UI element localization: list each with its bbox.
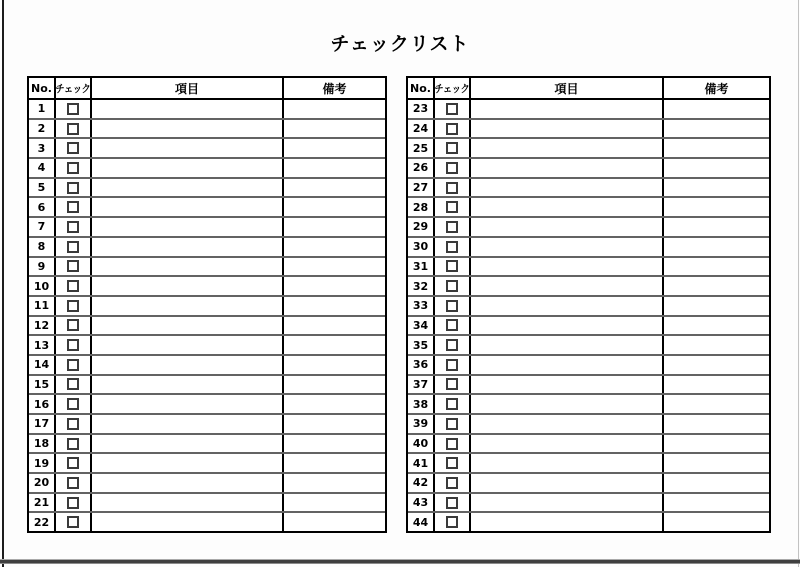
page-left-edge-line bbox=[2, 0, 4, 567]
checkbox[interactable] bbox=[446, 201, 458, 213]
item-cell[interactable] bbox=[92, 376, 284, 394]
remarks-cell[interactable] bbox=[284, 258, 385, 276]
row-number: 35 bbox=[408, 336, 435, 354]
item-cell[interactable] bbox=[92, 454, 284, 472]
header-check-label: チェック bbox=[435, 82, 470, 95]
remarks-cell[interactable] bbox=[284, 454, 385, 472]
checkbox[interactable] bbox=[67, 162, 79, 174]
table-row bbox=[408, 157, 769, 177]
row-number: 11 bbox=[29, 297, 56, 315]
item-cell[interactable] bbox=[92, 435, 284, 453]
checkbox[interactable] bbox=[446, 339, 458, 351]
table-row bbox=[29, 137, 385, 157]
item-cell[interactable] bbox=[92, 258, 284, 276]
item-cell[interactable] bbox=[471, 218, 664, 236]
table-row bbox=[408, 137, 769, 157]
header-remarks: 備考 bbox=[704, 81, 729, 96]
checkbox[interactable] bbox=[67, 241, 79, 253]
row-number: 34 bbox=[408, 317, 435, 335]
check-cell[interactable] bbox=[56, 100, 92, 118]
table-row bbox=[408, 472, 769, 492]
check-cell[interactable] bbox=[56, 454, 92, 472]
header-no: No. bbox=[408, 78, 435, 98]
item-cell[interactable] bbox=[471, 297, 664, 315]
row-number: 29 bbox=[408, 218, 435, 236]
remarks-cell[interactable] bbox=[664, 474, 769, 492]
table-row bbox=[408, 118, 769, 138]
check-cell[interactable] bbox=[435, 376, 471, 394]
item-cell[interactable] bbox=[471, 494, 664, 512]
table-header bbox=[408, 78, 769, 100]
checkbox[interactable] bbox=[446, 319, 458, 331]
checkbox[interactable] bbox=[67, 260, 79, 272]
item-cell[interactable] bbox=[471, 139, 664, 157]
checkbox[interactable] bbox=[446, 418, 458, 430]
check-cell[interactable] bbox=[56, 297, 92, 315]
item-cell[interactable] bbox=[471, 376, 664, 394]
check-cell[interactable] bbox=[435, 100, 471, 118]
remarks-cell[interactable] bbox=[664, 100, 769, 118]
item-cell[interactable] bbox=[92, 297, 284, 315]
checkbox[interactable] bbox=[67, 339, 79, 351]
row-number: 1 bbox=[29, 100, 56, 118]
checkbox[interactable] bbox=[446, 142, 458, 154]
item-cell[interactable] bbox=[92, 415, 284, 433]
check-cell[interactable] bbox=[435, 336, 471, 354]
item-cell[interactable] bbox=[471, 198, 664, 216]
item-cell[interactable] bbox=[92, 474, 284, 492]
table-row bbox=[408, 256, 769, 276]
row-number: 19 bbox=[29, 454, 56, 472]
row-number: 28 bbox=[408, 198, 435, 216]
checkbox[interactable] bbox=[67, 438, 79, 450]
item-cell[interactable] bbox=[92, 395, 284, 413]
check-cell[interactable] bbox=[56, 120, 92, 138]
row-number: 42 bbox=[408, 474, 435, 492]
remarks-cell[interactable] bbox=[664, 415, 769, 433]
checkbox[interactable] bbox=[446, 398, 458, 410]
table-row bbox=[29, 354, 385, 374]
table-row bbox=[29, 334, 385, 354]
row-number: 18 bbox=[29, 435, 56, 453]
check-cell[interactable] bbox=[56, 218, 92, 236]
check-cell[interactable] bbox=[56, 494, 92, 512]
item-cell[interactable] bbox=[92, 218, 284, 236]
remarks-cell[interactable] bbox=[284, 474, 385, 492]
checkbox[interactable] bbox=[446, 300, 458, 312]
row-number: 36 bbox=[408, 356, 435, 374]
check-cell[interactable] bbox=[435, 120, 471, 138]
item-cell[interactable] bbox=[471, 317, 664, 335]
remarks-cell[interactable] bbox=[664, 277, 769, 295]
remarks-cell[interactable] bbox=[664, 258, 769, 276]
page-title: チェックリスト bbox=[330, 33, 470, 55]
table-row bbox=[408, 452, 769, 472]
remarks-cell[interactable] bbox=[284, 395, 385, 413]
table-row bbox=[408, 196, 769, 216]
header-check-label: チェック bbox=[56, 82, 91, 95]
remarks-cell[interactable] bbox=[664, 139, 769, 157]
item-cell[interactable] bbox=[471, 258, 664, 276]
checkbox[interactable] bbox=[67, 201, 79, 213]
checkbox[interactable] bbox=[67, 398, 79, 410]
item-cell[interactable] bbox=[92, 139, 284, 157]
table-row bbox=[408, 354, 769, 374]
table-row bbox=[408, 315, 769, 335]
row-number: 4 bbox=[29, 159, 56, 177]
remarks-cell[interactable] bbox=[284, 238, 385, 256]
remarks-cell[interactable] bbox=[664, 317, 769, 335]
check-cell[interactable] bbox=[435, 395, 471, 413]
checkbox[interactable] bbox=[67, 142, 79, 154]
row-number: 7 bbox=[29, 218, 56, 236]
row-number: 43 bbox=[408, 494, 435, 512]
remarks-cell[interactable] bbox=[664, 120, 769, 138]
item-cell[interactable] bbox=[92, 198, 284, 216]
remarks-cell[interactable] bbox=[284, 179, 385, 197]
check-cell[interactable] bbox=[56, 317, 92, 335]
check-cell[interactable] bbox=[435, 159, 471, 177]
check-cell[interactable] bbox=[56, 159, 92, 177]
remarks-cell[interactable] bbox=[284, 139, 385, 157]
row-number: 41 bbox=[408, 454, 435, 472]
row-number: 38 bbox=[408, 395, 435, 413]
check-cell[interactable] bbox=[56, 139, 92, 157]
item-cell[interactable] bbox=[471, 454, 664, 472]
item-cell[interactable] bbox=[471, 179, 664, 197]
checkbox[interactable] bbox=[446, 497, 458, 509]
table-row bbox=[29, 393, 385, 413]
check-cell[interactable] bbox=[56, 415, 92, 433]
remarks-cell[interactable] bbox=[284, 376, 385, 394]
check-cell[interactable] bbox=[435, 317, 471, 335]
table-row bbox=[29, 511, 385, 531]
checkbox[interactable] bbox=[67, 477, 79, 489]
item-cell[interactable] bbox=[471, 238, 664, 256]
checkbox[interactable] bbox=[446, 260, 458, 272]
check-cell[interactable] bbox=[435, 513, 471, 531]
check-cell[interactable] bbox=[56, 513, 92, 531]
checkbox[interactable] bbox=[67, 221, 79, 233]
checkbox[interactable] bbox=[446, 280, 458, 292]
remarks-cell[interactable] bbox=[664, 159, 769, 177]
row-number: 25 bbox=[408, 139, 435, 157]
remarks-cell[interactable] bbox=[664, 376, 769, 394]
remarks-cell[interactable] bbox=[664, 336, 769, 354]
table-header bbox=[29, 78, 385, 100]
checkbox[interactable] bbox=[67, 280, 79, 292]
remarks-cell[interactable] bbox=[284, 435, 385, 453]
row-number: 30 bbox=[408, 238, 435, 256]
check-cell[interactable] bbox=[56, 356, 92, 374]
table-row bbox=[29, 433, 385, 453]
check-cell[interactable] bbox=[56, 198, 92, 216]
header-no: No. bbox=[29, 78, 56, 98]
checkbox[interactable] bbox=[446, 477, 458, 489]
table-row bbox=[408, 177, 769, 197]
row-number: 21 bbox=[29, 494, 56, 512]
row-number: 20 bbox=[29, 474, 56, 492]
table-row bbox=[408, 295, 769, 315]
check-cell[interactable] bbox=[56, 376, 92, 394]
table-row bbox=[29, 295, 385, 315]
check-cell[interactable] bbox=[56, 179, 92, 197]
remarks-cell[interactable] bbox=[284, 120, 385, 138]
check-cell[interactable] bbox=[435, 238, 471, 256]
header-item: 項目 bbox=[471, 78, 664, 98]
item-cell[interactable] bbox=[471, 100, 664, 118]
row-number: 39 bbox=[408, 415, 435, 433]
remarks-cell[interactable] bbox=[664, 297, 769, 315]
item-cell[interactable] bbox=[92, 356, 284, 374]
table-row bbox=[29, 374, 385, 394]
table-row bbox=[408, 433, 769, 453]
table-row bbox=[408, 100, 769, 118]
row-number: 12 bbox=[29, 317, 56, 335]
row-number: 9 bbox=[29, 258, 56, 276]
row-number: 17 bbox=[29, 415, 56, 433]
remarks-cell[interactable] bbox=[664, 238, 769, 256]
remarks-cell[interactable] bbox=[664, 435, 769, 453]
check-cell[interactable] bbox=[56, 258, 92, 276]
row-number: 13 bbox=[29, 336, 56, 354]
checkbox[interactable] bbox=[446, 103, 458, 115]
page-right-edge-line bbox=[798, 0, 799, 567]
table-row bbox=[29, 100, 385, 118]
table-row bbox=[408, 393, 769, 413]
row-number: 26 bbox=[408, 159, 435, 177]
checkbox[interactable] bbox=[446, 241, 458, 253]
item-cell[interactable] bbox=[471, 415, 664, 433]
row-number: 40 bbox=[408, 435, 435, 453]
check-cell[interactable] bbox=[435, 435, 471, 453]
remarks-cell[interactable] bbox=[284, 198, 385, 216]
table-body bbox=[408, 100, 769, 531]
check-cell[interactable] bbox=[435, 139, 471, 157]
remarks-cell[interactable] bbox=[284, 218, 385, 236]
remarks-cell[interactable] bbox=[284, 159, 385, 177]
table-row bbox=[29, 118, 385, 138]
checkbox[interactable] bbox=[67, 516, 79, 528]
remarks-cell[interactable] bbox=[664, 356, 769, 374]
check-cell[interactable] bbox=[435, 277, 471, 295]
remarks-cell[interactable] bbox=[664, 494, 769, 512]
remarks-cell[interactable] bbox=[284, 336, 385, 354]
remarks-cell[interactable] bbox=[664, 198, 769, 216]
item-cell[interactable] bbox=[92, 120, 284, 138]
table-row bbox=[29, 492, 385, 512]
row-number: 8 bbox=[29, 238, 56, 256]
item-cell[interactable] bbox=[92, 494, 284, 512]
table-row bbox=[29, 216, 385, 236]
checklist-table-right bbox=[406, 76, 771, 533]
checkbox[interactable] bbox=[446, 359, 458, 371]
check-cell[interactable] bbox=[435, 297, 471, 315]
table-body bbox=[29, 100, 385, 531]
remarks-cell[interactable] bbox=[284, 415, 385, 433]
check-cell[interactable] bbox=[56, 238, 92, 256]
item-cell[interactable] bbox=[92, 179, 284, 197]
table-row bbox=[29, 275, 385, 295]
remarks-cell[interactable] bbox=[664, 513, 769, 531]
check-cell[interactable] bbox=[435, 179, 471, 197]
row-number: 14 bbox=[29, 356, 56, 374]
check-cell[interactable] bbox=[435, 258, 471, 276]
checkbox[interactable] bbox=[67, 103, 79, 115]
row-number: 24 bbox=[408, 120, 435, 138]
item-cell[interactable] bbox=[471, 159, 664, 177]
item-cell[interactable] bbox=[471, 513, 664, 531]
check-cell[interactable] bbox=[56, 435, 92, 453]
item-cell[interactable] bbox=[471, 356, 664, 374]
table-row bbox=[29, 256, 385, 276]
check-cell[interactable] bbox=[56, 277, 92, 295]
checkbox[interactable] bbox=[67, 497, 79, 509]
item-cell[interactable] bbox=[92, 100, 284, 118]
remarks-cell[interactable] bbox=[284, 277, 385, 295]
checkbox[interactable] bbox=[67, 182, 79, 194]
item-cell[interactable] bbox=[92, 159, 284, 177]
item-cell[interactable] bbox=[92, 336, 284, 354]
header-check bbox=[56, 78, 92, 98]
checkbox[interactable] bbox=[67, 319, 79, 331]
remarks-cell[interactable] bbox=[284, 317, 385, 335]
check-cell[interactable] bbox=[56, 395, 92, 413]
check-cell[interactable] bbox=[435, 454, 471, 472]
table-row bbox=[408, 334, 769, 354]
checklist-table-left bbox=[27, 76, 387, 533]
checkbox[interactable] bbox=[67, 359, 79, 371]
table-row bbox=[29, 472, 385, 492]
table-row bbox=[408, 413, 769, 433]
checkbox[interactable] bbox=[446, 123, 458, 135]
check-cell[interactable] bbox=[435, 356, 471, 374]
row-number: 10 bbox=[29, 277, 56, 295]
row-number: 16 bbox=[29, 395, 56, 413]
table-row bbox=[408, 275, 769, 295]
row-number: 37 bbox=[408, 376, 435, 394]
remarks-cell[interactable] bbox=[284, 100, 385, 118]
checkbox[interactable] bbox=[67, 457, 79, 469]
item-cell[interactable] bbox=[92, 277, 284, 295]
checkbox[interactable] bbox=[446, 162, 458, 174]
row-number: 33 bbox=[408, 297, 435, 315]
table-row bbox=[29, 452, 385, 472]
checkbox[interactable] bbox=[446, 378, 458, 390]
check-cell[interactable] bbox=[435, 415, 471, 433]
header-item: 項目 bbox=[92, 78, 284, 98]
table-row bbox=[29, 315, 385, 335]
table-row bbox=[408, 511, 769, 531]
remarks-cell[interactable] bbox=[284, 513, 385, 531]
table-row bbox=[408, 236, 769, 256]
row-number: 22 bbox=[29, 513, 56, 531]
row-number: 31 bbox=[408, 258, 435, 276]
check-cell[interactable] bbox=[56, 474, 92, 492]
row-number: 23 bbox=[408, 100, 435, 118]
item-cell[interactable] bbox=[471, 336, 664, 354]
checkbox[interactable] bbox=[446, 221, 458, 233]
check-cell[interactable] bbox=[435, 474, 471, 492]
row-number: 3 bbox=[29, 139, 56, 157]
checkbox[interactable] bbox=[446, 182, 458, 194]
item-cell[interactable] bbox=[92, 317, 284, 335]
checkbox[interactable] bbox=[67, 300, 79, 312]
remarks-cell[interactable] bbox=[664, 179, 769, 197]
item-cell[interactable] bbox=[92, 238, 284, 256]
remarks-cell[interactable] bbox=[664, 454, 769, 472]
remarks-cell[interactable] bbox=[284, 356, 385, 374]
page-bottom-bar bbox=[0, 559, 800, 564]
row-number: 6 bbox=[29, 198, 56, 216]
item-cell[interactable] bbox=[471, 120, 664, 138]
item-cell[interactable] bbox=[471, 395, 664, 413]
table-row bbox=[29, 177, 385, 197]
check-cell[interactable] bbox=[56, 336, 92, 354]
remarks-cell[interactable] bbox=[664, 395, 769, 413]
header-check bbox=[435, 78, 471, 98]
remarks-cell[interactable] bbox=[284, 494, 385, 512]
checkbox[interactable] bbox=[446, 457, 458, 469]
checkbox[interactable] bbox=[446, 438, 458, 450]
row-number: 44 bbox=[408, 513, 435, 531]
check-cell[interactable] bbox=[435, 218, 471, 236]
remarks-cell[interactable] bbox=[284, 297, 385, 315]
remarks-cell[interactable] bbox=[664, 218, 769, 236]
row-number: 15 bbox=[29, 376, 56, 394]
header-remarks: 備考 bbox=[322, 81, 347, 96]
item-cell[interactable] bbox=[471, 277, 664, 295]
table-row bbox=[29, 157, 385, 177]
checkbox[interactable] bbox=[446, 516, 458, 528]
checkbox[interactable] bbox=[67, 378, 79, 390]
item-cell[interactable] bbox=[92, 513, 284, 531]
row-number: 2 bbox=[29, 120, 56, 138]
table-row bbox=[29, 236, 385, 256]
check-cell[interactable] bbox=[435, 494, 471, 512]
item-cell[interactable] bbox=[471, 435, 664, 453]
table-row bbox=[29, 413, 385, 433]
row-number: 5 bbox=[29, 179, 56, 197]
table-row bbox=[408, 374, 769, 394]
table-row bbox=[408, 492, 769, 512]
row-number: 32 bbox=[408, 277, 435, 295]
table-row bbox=[29, 196, 385, 216]
check-cell[interactable] bbox=[435, 198, 471, 216]
checkbox[interactable] bbox=[67, 123, 79, 135]
item-cell[interactable] bbox=[471, 474, 664, 492]
row-number: 27 bbox=[408, 179, 435, 197]
checkbox[interactable] bbox=[67, 418, 79, 430]
table-row bbox=[408, 216, 769, 236]
